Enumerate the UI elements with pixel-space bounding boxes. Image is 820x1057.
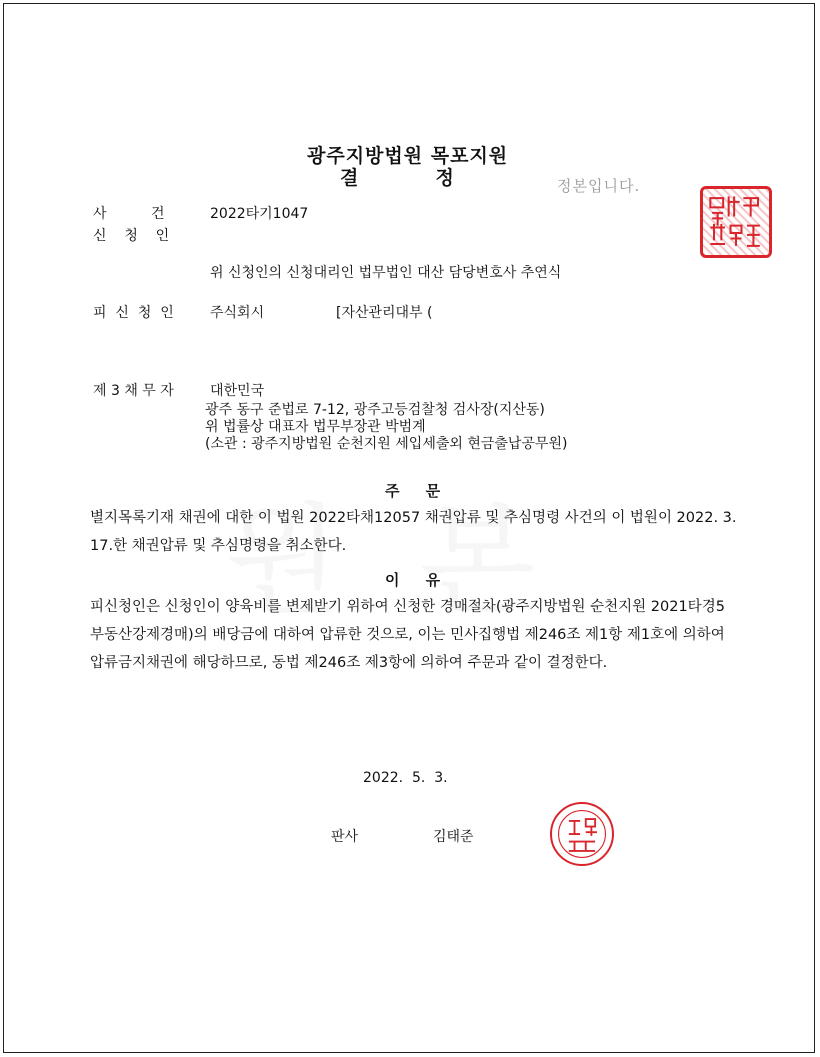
applicant-label: 신 청 인: [93, 228, 170, 244]
judge-seal-stamp: [550, 802, 614, 866]
third-debtor-line-3: 위 법률상 대표자 법무부장관 박범계: [205, 419, 426, 435]
document-type: 결 정: [340, 167, 455, 189]
judge-name: 김태준: [433, 829, 474, 845]
third-debtor-line-4: (소관 : 광주지방법원 순천지원 세입세출외 현금출납공무원): [205, 436, 568, 452]
case-number: 2022타기1047: [210, 206, 309, 222]
third-debtor-line-1: 대한민국: [210, 383, 265, 399]
decision-date: 2022. 5. 3.: [363, 770, 448, 786]
third-debtor-label: 제 3 채 무 자: [93, 383, 174, 399]
respondent-name-part1: 주식회시: [210, 305, 265, 321]
judge-title: 판사: [331, 829, 359, 845]
court-name: 광주지방법원 목포지원: [307, 145, 509, 167]
respondent-name-part2: [자산관리대부 (: [336, 305, 433, 321]
third-debtor-line-2: 광주 동구 준법로 7-12, 광주고등검찰청 검사장(지산동): [205, 402, 545, 418]
reason-text: 피신청인은 신청인이 양육비를 변제받기 위하여 신청한 경매절차(광주지방법원 순천지원 2021타경5 부동산강제경매)의 배당금에 대하여 압류한 것으로, 이는 민사집행법 제246조 제1항 제1호에 의하여 압류금지채권에 해당하므로, 동법 제246조 제3항에 의하여 주문과 같이 결정한다.: [90, 599, 762, 671]
respondent-label: 피 신 청 인: [93, 305, 174, 321]
case-label: 사 건: [93, 206, 165, 222]
applicant-agent: 위 신청인의 신청대리인 법무법인 대산 담당변호사 추연식: [210, 265, 562, 281]
certified-copy-note: 정본입니다.: [557, 177, 641, 195]
court-seal-stamp: [700, 186, 772, 258]
order-text: 별지목록기재 채권에 대한 이 법원 2022타채12057 채권압류 및 추심명령 사건의 이 법원이 2022. 3. 17.한 채권압류 및 추심명령을 취소한다.: [90, 510, 737, 554]
order-heading: 주 문: [385, 482, 441, 500]
reason-heading: 이 유: [385, 571, 441, 589]
